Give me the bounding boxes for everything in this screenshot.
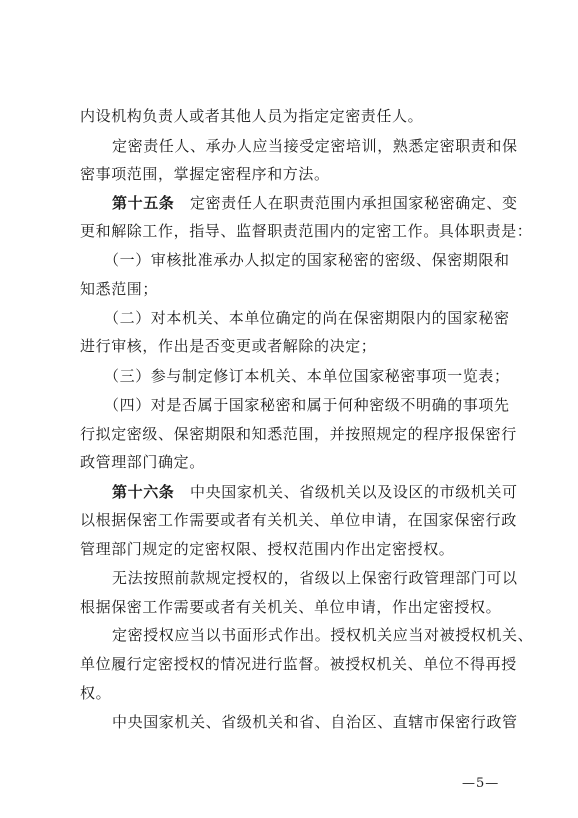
body-line: （三）参与制定修订本机关、本单位国家秘密事项一览表；: [104, 367, 510, 385]
body-line: 单位履行定密授权的情况进行监督。被授权机关、单位不得再授: [80, 655, 517, 673]
body-line: 知悉范围；: [80, 280, 159, 298]
body-line: （四）对是否属于国家秘密和属于何种密级不明确的事项先: [104, 396, 510, 414]
body-line: 管理部门规定的定密权限、授权范围内作出定密授权。: [80, 540, 455, 558]
body-line: 内设机构负责人或者其他人员为指定定密责任人。: [80, 107, 424, 125]
article-number: 第十六条: [112, 483, 175, 501]
page-number: —5—: [462, 776, 500, 791]
body-line: 进行审核，作出是否变更或者解除的决定；: [80, 337, 377, 355]
body-line: 定密责任人、承办人应当接受定密培训，熟悉定密职责和保: [112, 137, 518, 155]
body-line: 定密授权应当以书面形式作出。授权机关应当对被授权机关、: [112, 626, 534, 644]
body-line: 根据保密工作需要或者有关机关、单位申请，作出定密授权。: [80, 598, 502, 616]
article-number: 第十五条: [112, 194, 175, 212]
body-line: 政管理部门确定。: [80, 453, 205, 471]
body-line: 更和解除工作，指导、监督职责范围内的定密工作。具体职责是：: [80, 222, 533, 240]
body-line: （一）审核批准承办人拟定的国家秘密的密级、保密期限和: [104, 251, 510, 269]
body-line: 以根据保密工作需要或者有关机关、单位申请，在国家保密行政: [80, 511, 517, 529]
body-line: 权。: [80, 684, 112, 702]
article-16-line: 第十六条 中央国家机关、省级机关以及设区的市级机关可: [112, 483, 518, 501]
body-line: 行拟定密级、保密期限和知悉范围，并按照规定的程序报保密行: [80, 425, 517, 443]
body-line: 中央国家机关、省级机关和省、自治区、直辖市保密行政管: [112, 713, 518, 731]
body-line: 无法按照前款规定授权的，省级以上保密行政管理部门可以: [112, 569, 518, 587]
article-15-line: 第十五条 定密责任人在职责范围内承担国家秘密确定、变: [112, 194, 518, 212]
body-line: （二）对本机关、本单位确定的尚在保密期限内的国家秘密: [104, 309, 510, 327]
body-line: 密事项范围，掌握定密程序和方法。: [80, 165, 330, 183]
